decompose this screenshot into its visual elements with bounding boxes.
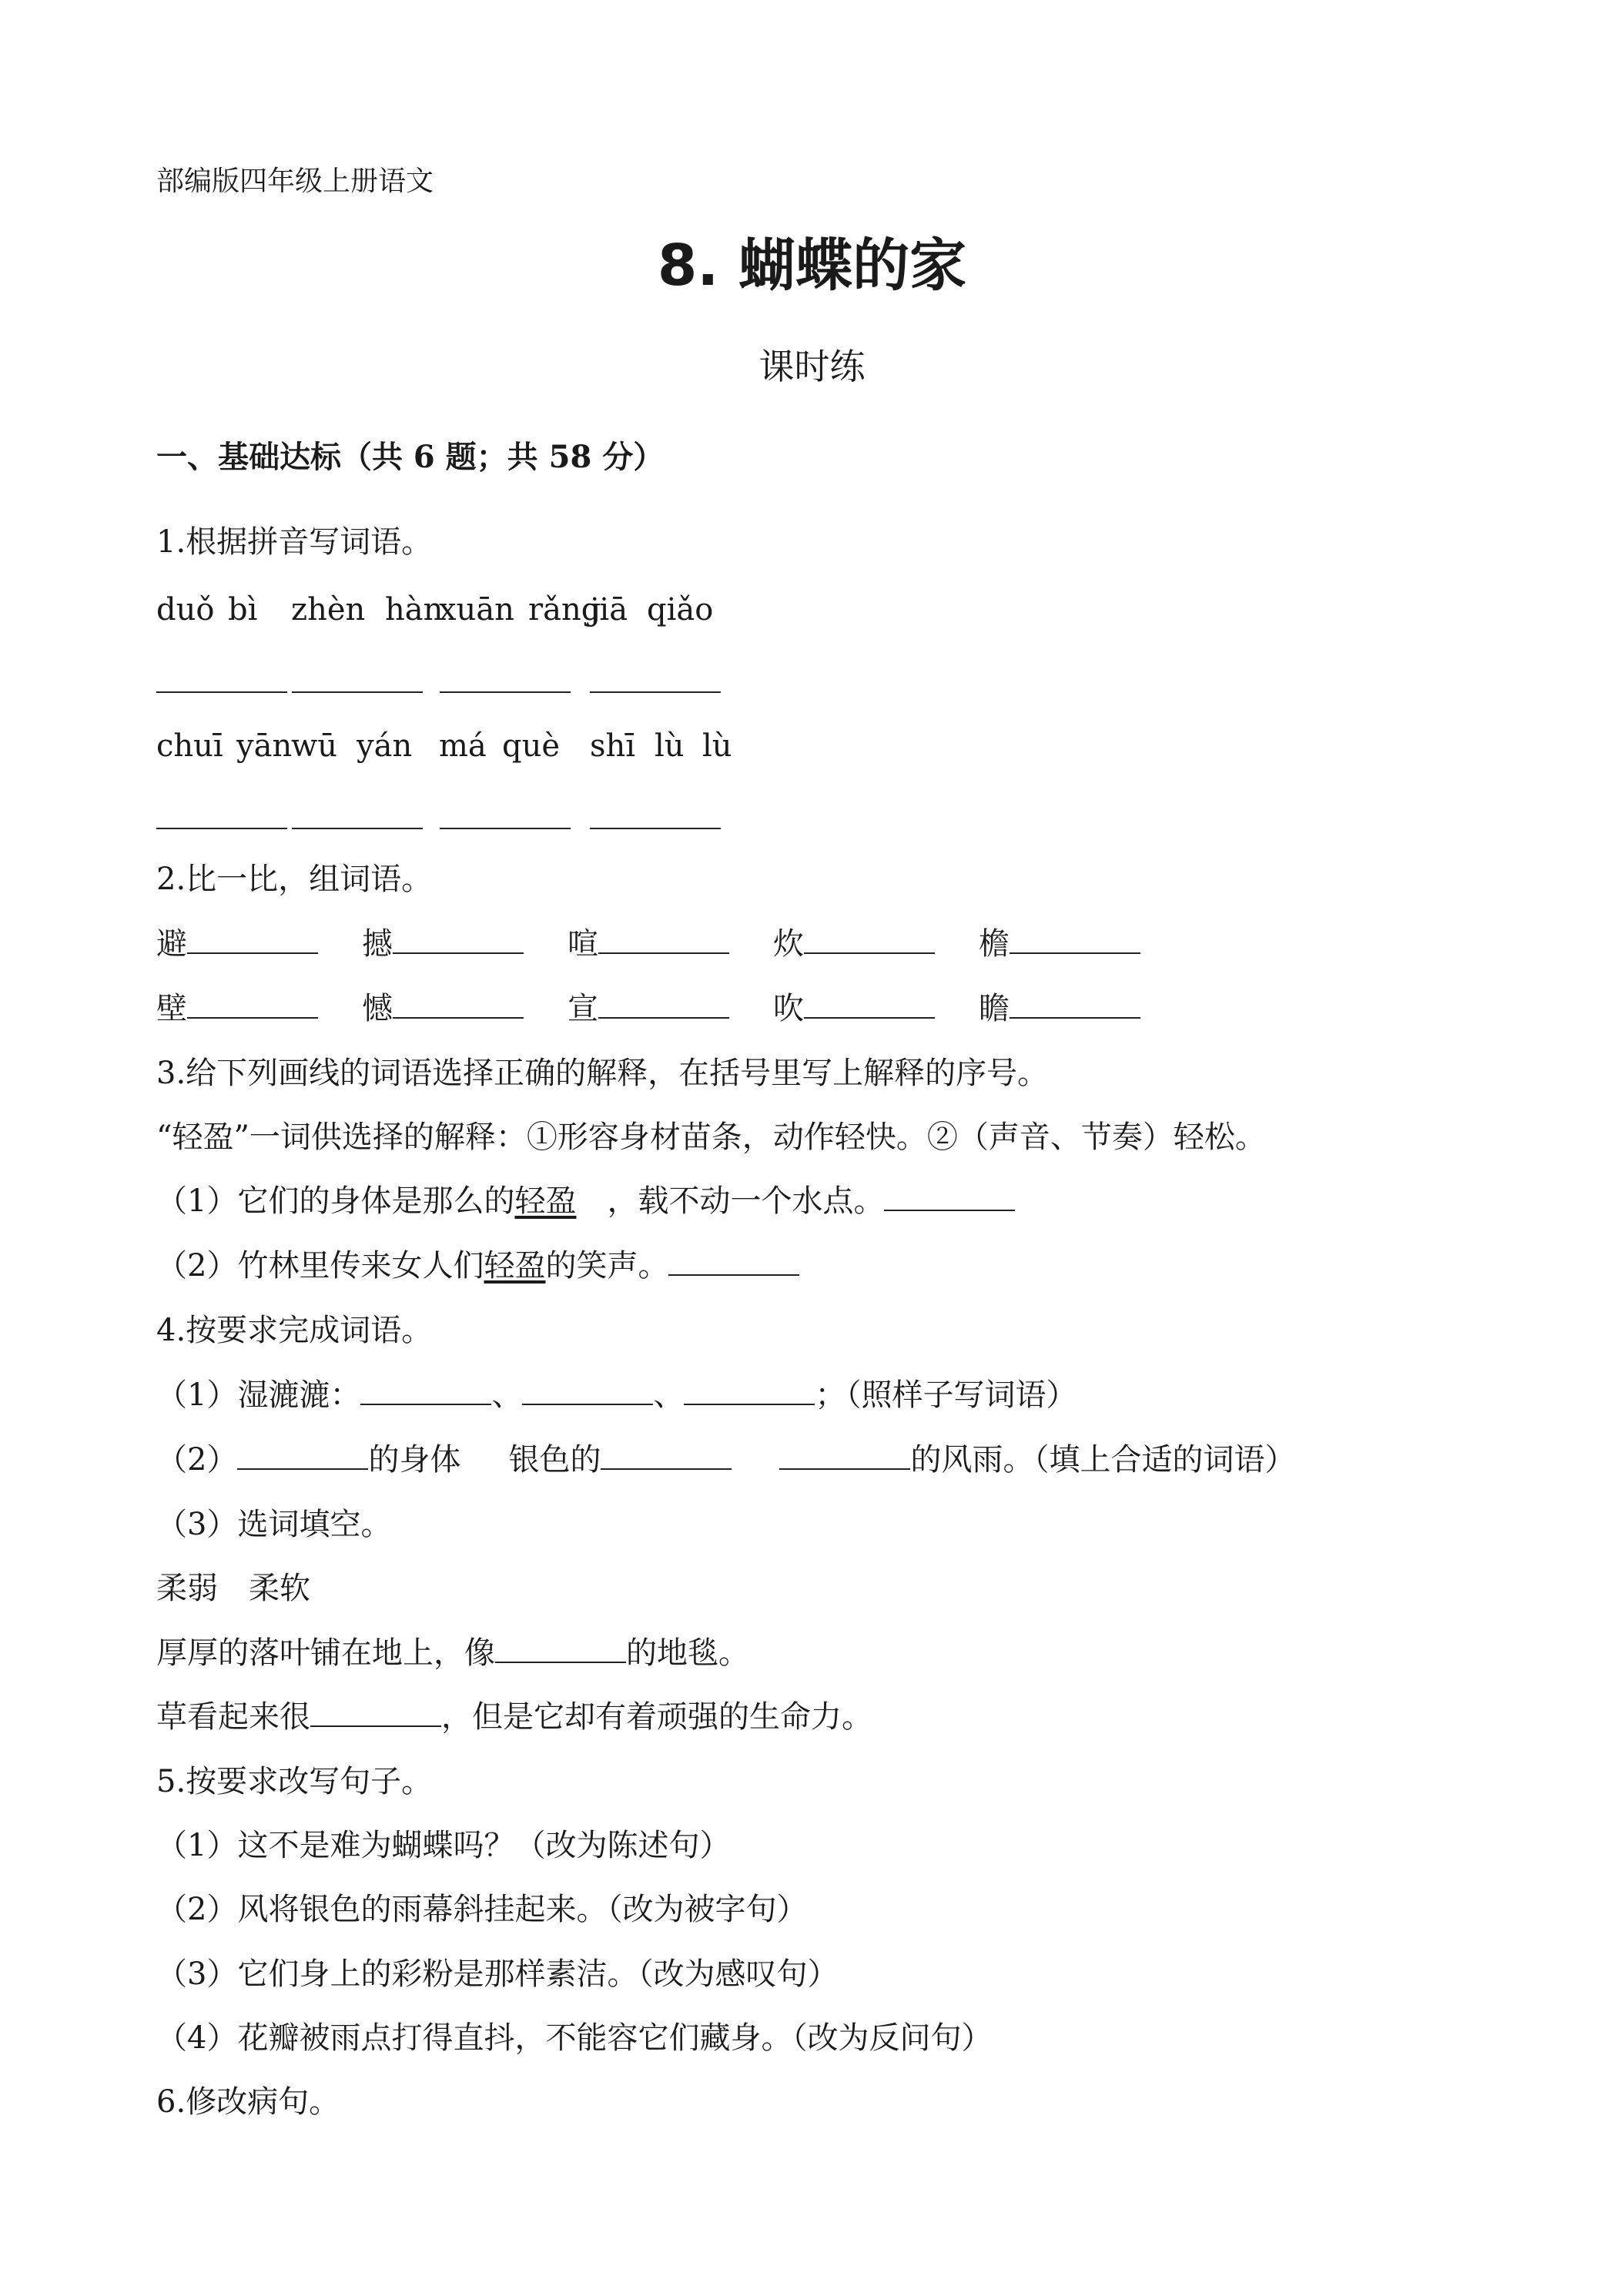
character-item [156, 925, 318, 962]
answer-blank[interactable] [237, 1445, 368, 1470]
pinyin: xuān [439, 592, 514, 628]
question-2-stem: 2.比一比，组词语。 [156, 862, 433, 897]
pinyin: má [439, 728, 487, 764]
character-item [979, 925, 1140, 962]
character-item [773, 990, 935, 1027]
question-5-stem: 5.按要求改写句子。 [156, 1764, 433, 1799]
item-text: （1）湿漉漉： [156, 1377, 361, 1413]
question-1-stem: 1.根据拼音写词语。 [156, 524, 433, 560]
item-text: 的身体 [368, 1442, 461, 1478]
question-3-item-2 [156, 1247, 799, 1284]
section-heading: 一、基础达标（共 6 题；共 58 分） [156, 439, 665, 475]
separator: 、 [653, 1377, 685, 1413]
rewrite-item: （3）它们身上的彩粉是那样素洁。（改为感叹句） [156, 1956, 839, 1992]
pinyin: hàn [385, 592, 444, 628]
answer-blank[interactable] [187, 994, 318, 1019]
item-text: 的风雨。（填上合适的词语） [910, 1442, 1296, 1478]
answer-blank[interactable] [393, 929, 524, 954]
pinyin: yān [236, 728, 293, 764]
item-text: （2）竹林里传来女人们 [156, 1248, 484, 1284]
character: 瞻 [979, 991, 1010, 1026]
pinyin: chuī [156, 728, 223, 764]
character-item [979, 990, 1140, 1027]
answer-blank[interactable] [1010, 929, 1140, 954]
character: 炊 [773, 926, 804, 962]
answer-blank[interactable] [684, 1381, 815, 1405]
pinyin: lù [702, 728, 732, 764]
question-4-item-2 [156, 1441, 1295, 1478]
fill-sentence-2 [156, 1699, 872, 1735]
answer-blank[interactable] [495, 1638, 626, 1663]
question-3-item-1 [156, 1183, 1015, 1220]
answer-blank[interactable] [779, 1445, 910, 1470]
item-text: ，但是它却有着顽强的生命力。 [441, 1699, 872, 1735]
question-4-stem: 4.按要求完成词语。 [156, 1313, 433, 1348]
answer-blank[interactable] [440, 828, 571, 829]
separator: 、 [491, 1377, 523, 1413]
character-item [568, 990, 729, 1027]
item-text: 银色的 [508, 1442, 601, 1478]
word-choices: 柔弱 柔软 [156, 1571, 310, 1606]
question-4-item-3: （3）选词填空。 [156, 1507, 392, 1542]
answer-blank[interactable] [393, 994, 524, 1019]
answer-blank[interactable] [598, 994, 729, 1019]
answer-blank[interactable] [668, 1251, 799, 1276]
character-item [156, 990, 318, 1027]
item-text: 厚厚的落叶铺在地上，像 [156, 1635, 495, 1671]
answer-blank[interactable] [292, 828, 423, 829]
item-text: 的地毯。 [626, 1635, 749, 1671]
pinyin: duǒ [156, 592, 215, 628]
pinyin: què [502, 728, 561, 764]
item-text: ；（照样子写词语） [815, 1377, 1077, 1413]
character: 吹 [773, 991, 804, 1026]
pinyin: shī [590, 728, 636, 764]
answer-blank[interactable] [804, 929, 935, 954]
answer-blank[interactable] [590, 691, 721, 693]
question-6-stem: 6.修改病句。 [156, 2084, 340, 2120]
item-text: 的笑声。 [545, 1248, 669, 1284]
character-item [362, 925, 524, 962]
pinyin: wū [291, 728, 337, 764]
character-item [568, 925, 729, 962]
item-text: （2） [156, 1442, 238, 1478]
answer-blank[interactable] [522, 1381, 653, 1405]
page-title: 8. 蝴蝶的家 [657, 233, 967, 299]
answer-blank[interactable] [292, 691, 423, 693]
question-3-stem: 3.给下列画线的词语选择正确的解释，在括号里写上解释的序号。 [156, 1056, 1049, 1091]
character: 壁 [156, 991, 187, 1026]
answer-blank[interactable] [156, 828, 287, 829]
pinyin: yán [357, 728, 413, 764]
underlined-word: 轻盈 [484, 1248, 546, 1284]
rewrite-item: （2）风将银色的雨幕斜挂起来。（改为被字句） [156, 1892, 808, 1927]
question-4-item-1 [156, 1377, 1077, 1414]
character: 宣 [568, 991, 598, 1026]
rewrite-item: （4）花瓣被雨点打得直抖，不能容它们藏身。（改为反问句） [156, 2020, 993, 2056]
item-text: 草看起来很 [156, 1699, 310, 1735]
pinyin: zhèn [291, 592, 366, 628]
character: 避 [156, 926, 187, 962]
item-text: ，载不动一个水点。 [607, 1183, 885, 1219]
answer-blank[interactable] [440, 691, 571, 693]
answer-blank[interactable] [590, 828, 721, 829]
character-item [773, 925, 935, 962]
character-item [362, 990, 524, 1027]
answer-blank[interactable] [598, 929, 729, 954]
character: 喧 [568, 926, 598, 962]
character: 檐 [979, 926, 1010, 962]
answer-blank[interactable] [187, 929, 318, 954]
pinyin: rǎng [528, 592, 601, 628]
answer-blank[interactable] [360, 1381, 491, 1405]
pinyin: lù [655, 728, 685, 764]
answer-blank[interactable] [601, 1445, 732, 1470]
pinyin: jiā [590, 592, 628, 628]
character: 憾 [362, 991, 393, 1026]
fill-sentence-1 [156, 1635, 749, 1672]
pinyin: bì [228, 592, 258, 628]
definition-options: “轻盈”一词供选择的解释：①形容身材苗条，动作轻快。②（声音、节奏）轻松。 [156, 1120, 1266, 1155]
answer-blank[interactable] [884, 1186, 1015, 1211]
answer-blank[interactable] [310, 1702, 441, 1727]
answer-blank[interactable] [804, 994, 935, 1019]
answer-blank[interactable] [1010, 994, 1140, 1019]
page-subtitle: 课时练 [758, 346, 866, 387]
rewrite-item: （1）这不是难为蝴蝶吗？（改为陈述句） [156, 1828, 731, 1863]
series-label: 部编版四年级上册语文 [156, 166, 434, 197]
character: 撼 [362, 926, 393, 962]
pinyin: qiǎo [647, 592, 714, 628]
answer-blank[interactable] [156, 691, 287, 693]
underlined-word: 轻盈 [514, 1183, 577, 1219]
item-text: （1）它们的身体是那么的 [156, 1183, 515, 1219]
